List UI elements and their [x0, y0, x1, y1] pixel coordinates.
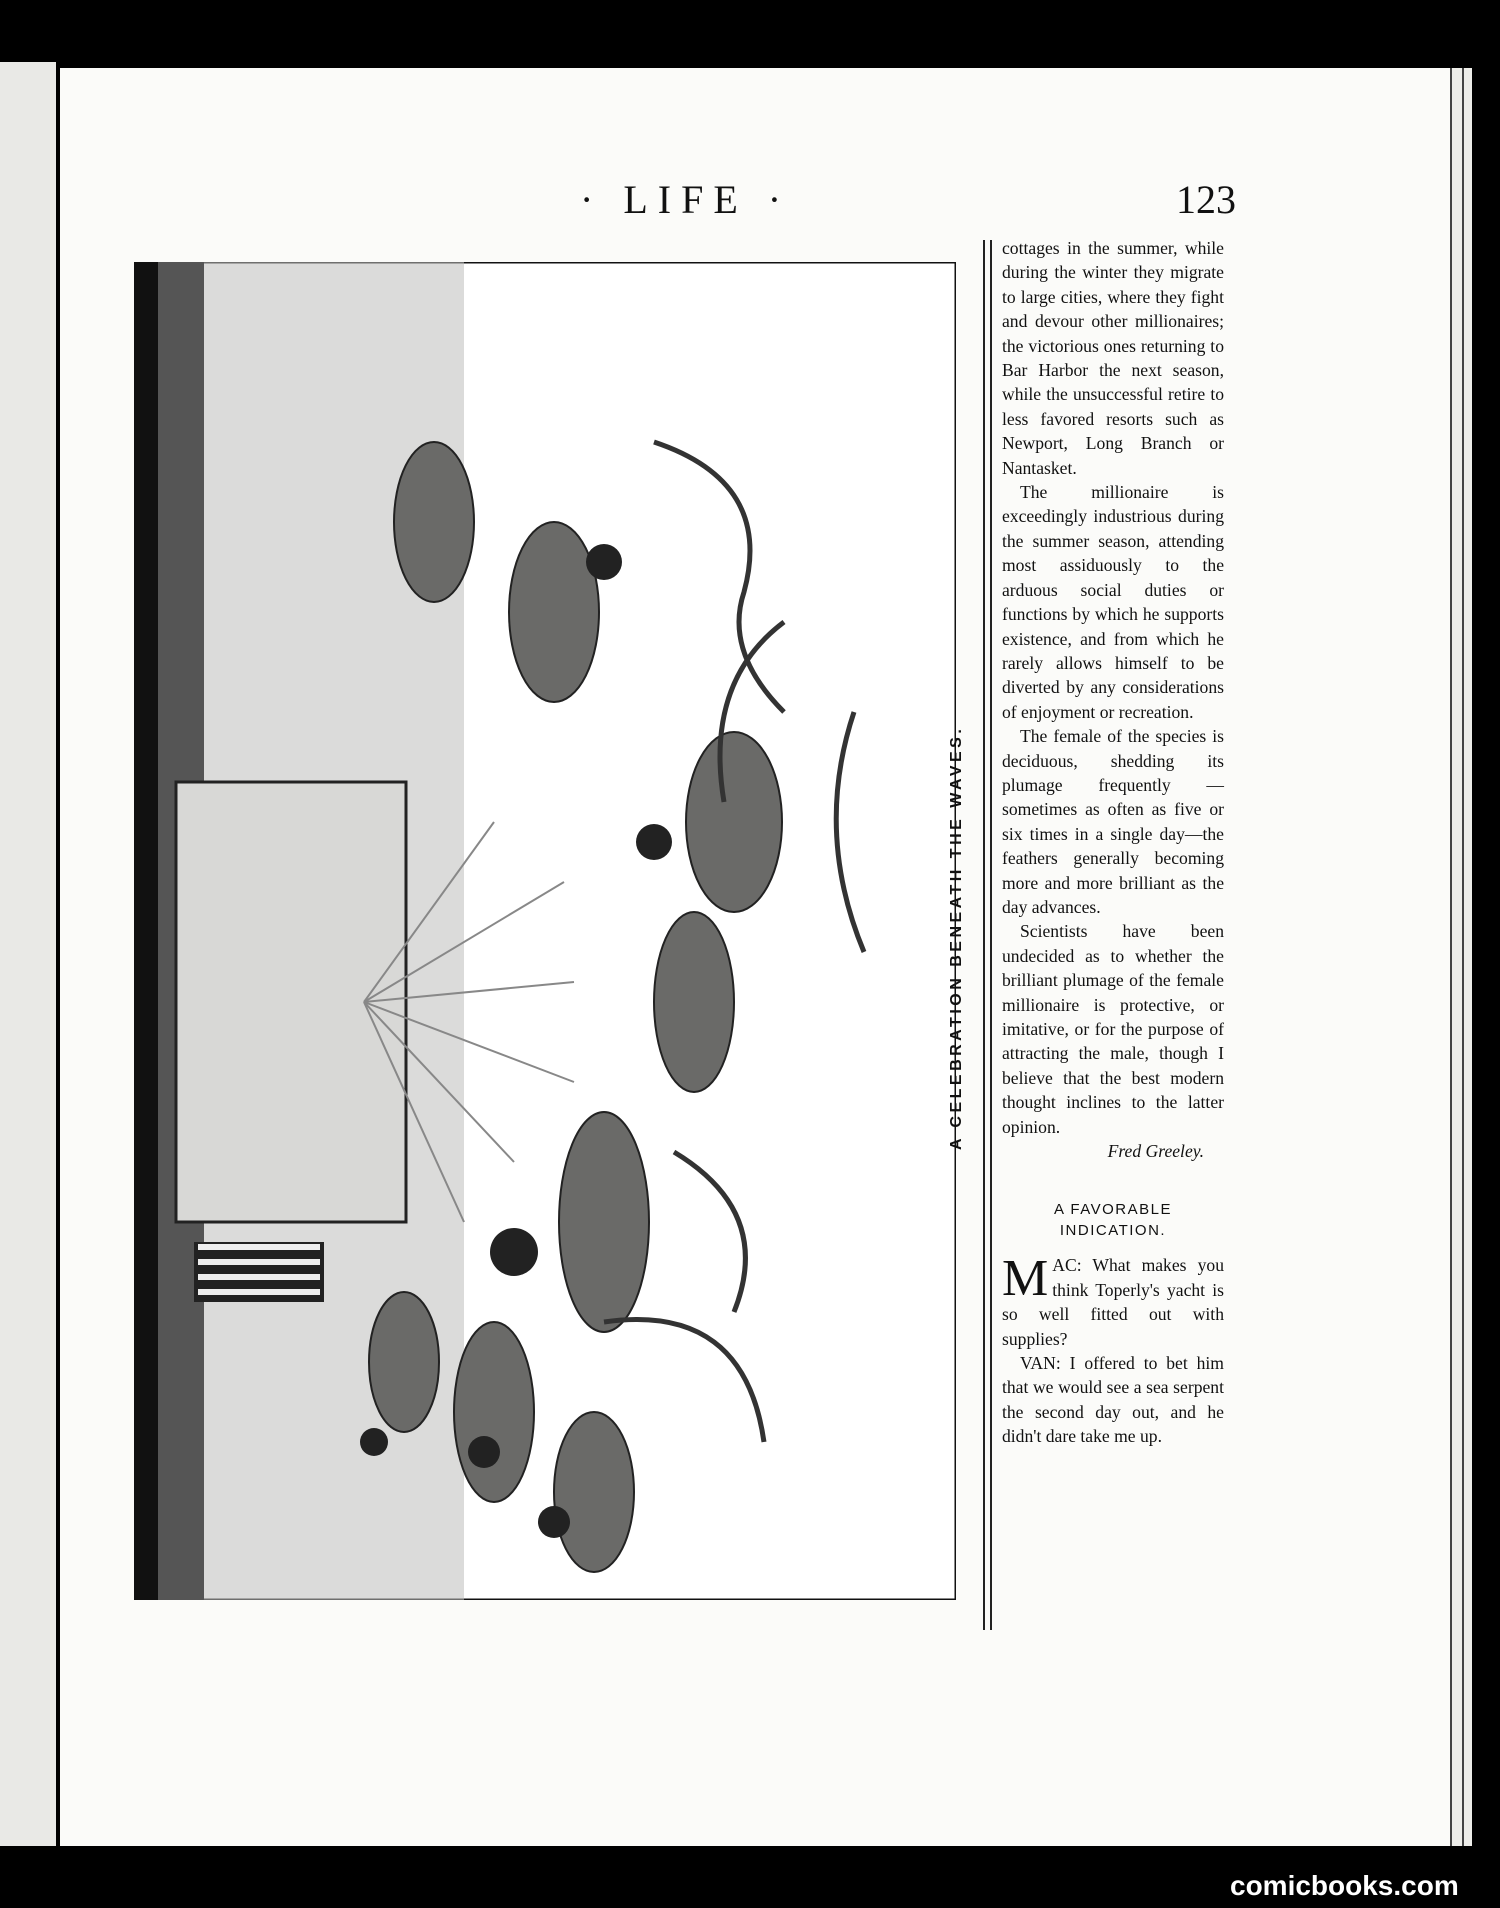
speaker-mac: AC: [1052, 1255, 1082, 1276]
facing-page-edge [0, 62, 56, 1846]
joke-heading: A FAVORABLE INDICATION. [1054, 1201, 1172, 1240]
article-paragraph: The millionaire is exceedingly industrious during the summer season, attending most assiduously to the arduous social duties or functions by which he supports existence, and from which he rarely allows himself to be diverted by any considerations of enjoyment or recreation. [1002, 482, 1224, 722]
text-column [1002, 236, 1224, 1449]
page-number: 123 [1176, 177, 1236, 222]
watermark: comicbooks.com [1230, 1870, 1459, 1901]
illustration-caption: A CELEBRATION BENEATH THE WAVES. [948, 725, 965, 1150]
speaker-van: VAN: [1020, 1353, 1061, 1374]
article-paragraph: Scientists have been undecided as to whether the brilliant plumage of the female millionaire is protective, or imitative, or for the purpose of attracting the male, though I believe that the best modern thought inclines to the latter opinion. [1002, 921, 1224, 1137]
cartoon-illustration [134, 262, 956, 1600]
van-dialogue: I offered to bet him that we would see a sea serpent the second day out, and he didn't dare take me up. [1002, 1353, 1224, 1447]
author-signature: Fred Greeley. [1107, 1141, 1204, 1162]
column-rule [983, 240, 985, 1630]
page-edge-strip [1462, 68, 1472, 1846]
drop-cap: M [1002, 1250, 1049, 1308]
article-paragraph: The female of the species is deciduous, shedding its plumage frequently — sometimes as often as five or six times in a single day—the feathers generally becoming more and more brilliant as the day advances. [1002, 726, 1224, 917]
joke-line-van [1002, 1351, 1224, 1449]
joke-line-mac [1002, 1250, 1224, 1351]
column-rule [990, 240, 992, 1630]
page-edge-strip [1450, 68, 1462, 1846]
page-header [0, 170, 1500, 230]
mac-dialogue: What makes you think Toperly's yacht is so well fitted out with supplies? [1002, 1255, 1224, 1349]
article-paragraph: cottages in the summer, while during the winter they migrate to large cities, where they fight and devour other millionaires; the victorious ones returning to Bar Harbor the next season, while the unsuccessful retire to less favored resorts such as Newport, Long Branch or Nantasket. [1002, 238, 1224, 478]
running-title: · LIFE · [580, 177, 792, 222]
